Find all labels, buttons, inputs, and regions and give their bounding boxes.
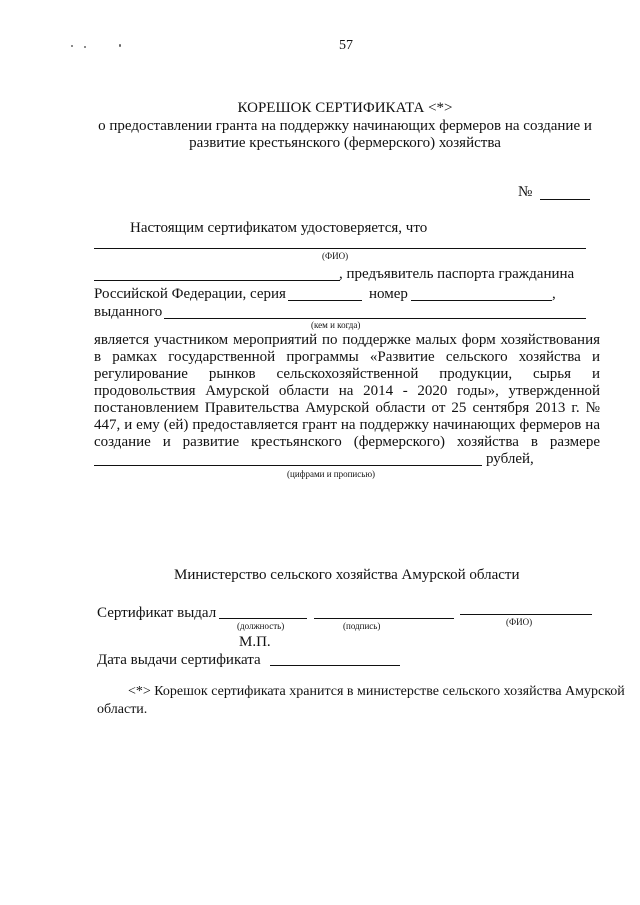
issuer-fio-field-line (460, 614, 592, 615)
amount-field-line (94, 465, 482, 466)
amount-caption: (цифрами и прописью) (287, 469, 376, 479)
comma: , (552, 286, 556, 302)
body-line-1: является участником мероприятий по поддержке малых форм хозяйствования (94, 332, 600, 348)
body-line-5: постановлением Правительства Амурской области от 25 сентября 2013 г. № (94, 400, 600, 416)
number-label: № (518, 184, 533, 200)
rubles-label: рублей, (486, 451, 534, 467)
passport-number-field-line (411, 300, 552, 301)
body-line-3: регулирование рынков сельскохозяйственной продукции, сырья и (94, 366, 600, 382)
ministry-name: Министерство сельского хозяйства Амурской области (174, 567, 520, 583)
body-line-6: 447, и ему (ей) предоставляется грант на поддержку начинающих фермеров на (94, 417, 600, 433)
signature-caption: (подпись) (343, 621, 381, 631)
issuer-fio-caption: (ФИО) (506, 617, 533, 627)
passport-field-line (94, 280, 340, 281)
document-subtitle-line-2: развитие крестьянского (фермерского) хозяйства (189, 135, 501, 151)
signature-field-line (314, 618, 454, 619)
number-word: номер (369, 286, 408, 302)
body-line-7: создание и развитие крестьянского (фермерского) хозяйства в размере (94, 434, 600, 450)
fio-field-line (94, 248, 586, 249)
stamp-label: М.П. (239, 634, 271, 650)
document-title: КОРЕШОК СЕРТИФИКАТА <*> (237, 100, 453, 116)
fio-caption: (ФИО) (322, 251, 349, 261)
position-caption: (должность) (237, 621, 285, 631)
document-subtitle-line-1: о предоставлении гранта на поддержку начинающих фермеров на создание и (98, 118, 592, 134)
issued-by-label: Сертификат выдал (97, 605, 217, 621)
issue-date-field-line (270, 665, 400, 666)
footnote-line-2: области. (97, 702, 148, 717)
number-field-line (540, 199, 590, 200)
issued-caption: (кем и когда) (311, 320, 361, 330)
position-field-line (219, 618, 307, 619)
footnote-line-1: <*> Корешок сертификата хранится в министерстве сельского хозяйства Амурской (128, 684, 625, 699)
body-line-4: продовольствия Амурской области на 2014 - 2020 годы», утвержденной (94, 383, 600, 399)
body-line-2: в рамках государственной программы «Развитие сельского хозяйства и (94, 349, 600, 365)
issued-field-line (164, 318, 586, 319)
page-number: 57 (339, 38, 353, 53)
series-field-line (288, 300, 362, 301)
issued-label: выданного (94, 304, 163, 320)
issue-date-label: Дата выдачи сертификата (97, 652, 261, 668)
rf-series-label: Российской Федерации, серия (94, 286, 286, 302)
passport-text: , предъявитель паспорта гражданина (339, 266, 575, 282)
intro-text: Настоящим сертификатом удостоверяется, что (130, 220, 428, 236)
